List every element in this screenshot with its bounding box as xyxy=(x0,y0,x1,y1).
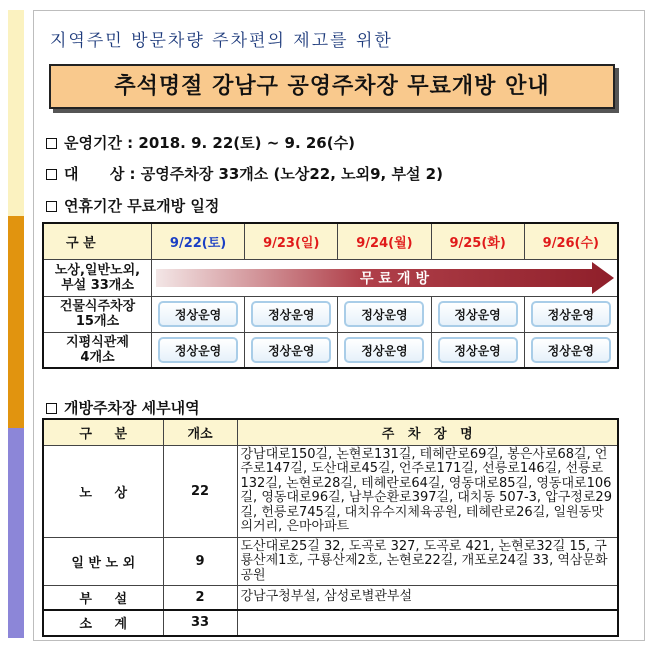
checkbox-icon xyxy=(46,169,57,180)
bullet-target-label: 대 상 : xyxy=(64,165,141,183)
schedule-date: 9/22(토) xyxy=(152,223,245,259)
bullet-target xyxy=(46,163,443,184)
status-badge: 정상운영 xyxy=(438,301,518,327)
status-badge: 정상운영 xyxy=(158,301,238,327)
side-accent-purple xyxy=(8,428,24,638)
schedule-cell xyxy=(431,296,524,332)
schedule-date: 9/23(일) xyxy=(245,223,338,259)
checkbox-icon xyxy=(46,403,57,414)
schedule-table xyxy=(42,222,619,369)
details-count: 9 xyxy=(163,537,237,586)
status-badge: 정상운영 xyxy=(531,301,611,327)
schedule-cell xyxy=(152,296,245,332)
details-header-names: 주 차 장 명 xyxy=(237,419,618,445)
schedule-cell xyxy=(245,332,338,368)
bullet-period xyxy=(46,132,355,153)
details-category xyxy=(43,445,163,537)
status-badge: 정상운영 xyxy=(344,301,424,327)
schedule-cell xyxy=(338,296,431,332)
checkbox-icon xyxy=(46,201,57,212)
status-badge: 정상운영 xyxy=(344,337,424,363)
bullet-period-text: 운영기간 : 2018. 9. 22(토) ~ 9. 26(수) xyxy=(64,134,355,152)
schedule-row-label: 지평식관제 4개소 xyxy=(43,332,152,368)
details-category-text: 노 상 xyxy=(79,485,128,501)
arrow-icon xyxy=(152,260,617,296)
details-count: 2 xyxy=(163,586,237,610)
details-category-text: 일 반 노 외 xyxy=(71,555,136,571)
status-badge: 정상운영 xyxy=(251,301,331,327)
status-badge: 정상운영 xyxy=(438,337,518,363)
schedule-cell xyxy=(524,332,618,368)
schedule-cell xyxy=(245,296,338,332)
subtitle: 지역주민 방문차량 주차편의 제고를 위한 xyxy=(50,31,393,51)
status-badge: 정상운영 xyxy=(251,337,331,363)
details-table xyxy=(42,418,619,637)
checkbox-icon xyxy=(46,138,57,149)
schedule-cell xyxy=(431,332,524,368)
schedule-header-label xyxy=(43,223,152,259)
schedule-date: 9/24(월) xyxy=(338,223,431,259)
schedule-row-label: 건물식주차장 15개소 xyxy=(43,296,152,332)
details-names: 강남대로150길, 논현로131길, 테헤란로69길, 봉은사로68길, 언주로147길, 도산대로45길, 언주로171길, 선릉로146길, 선릉로132길, 논현로28길, 테헤란로64길, 영동대로85길, 영동대로106길, 영동대로96길, 남부순환로397길, 대치동 507-3, 압구정로29길, 헌릉로745길, 대치유수지체육공원, 테헤란로26길, 일원동맛의거리, 은마아파트 xyxy=(237,445,618,537)
schedule-cell xyxy=(152,332,245,368)
side-accent-orange xyxy=(8,216,24,428)
details-category xyxy=(43,586,163,610)
schedule-header-text: 구 분 xyxy=(66,235,96,251)
page-title: 추석명절 강남구 공영주차장 무료개방 안내 xyxy=(49,64,615,109)
details-count: 22 xyxy=(163,445,237,537)
details-category-text: 소 계 xyxy=(79,617,128,632)
bullet-schedule xyxy=(46,195,219,216)
bullet-details xyxy=(46,397,200,418)
bullet-target-value: 공영주차장 33개소 (노상22, 노외9, 부설 2) xyxy=(140,165,443,183)
schedule-date: 9/25(화) xyxy=(431,223,524,259)
schedule-cell xyxy=(524,296,618,332)
schedule-row-label: 노상,일반노외, 부설 33개소 xyxy=(43,259,152,296)
schedule-date: 9/26(수) xyxy=(524,223,618,259)
details-header-category: 구 분 xyxy=(43,419,163,445)
details-names: 도산대로25길 32, 도곡로 327, 도곡로 421, 논현로32길 15, 구룡산제1호, 구룡산제2호, 논현로22길, 개포로24길 33, 역삼문화공원 xyxy=(237,537,618,586)
side-accent-yellow xyxy=(8,10,24,216)
details-category xyxy=(43,610,163,636)
schedule-cell xyxy=(338,332,431,368)
details-header-count: 개소 xyxy=(163,419,237,445)
details-category-text: 부 설 xyxy=(79,591,128,607)
details-names xyxy=(237,610,618,636)
status-badge: 정상운영 xyxy=(158,337,238,363)
bullet-details-text: 개방주차장 세부내역 xyxy=(64,399,200,417)
details-count: 33 xyxy=(163,610,237,636)
status-badge: 정상운영 xyxy=(531,337,611,363)
free-open-arrow xyxy=(152,259,619,296)
details-category xyxy=(43,537,163,586)
details-names: 강남구청부설, 삼성로별관부설 xyxy=(237,586,618,610)
bullet-schedule-text: 연휴기간 무료개방 일정 xyxy=(64,197,220,215)
arrow-label: 무료개방 xyxy=(359,270,435,287)
